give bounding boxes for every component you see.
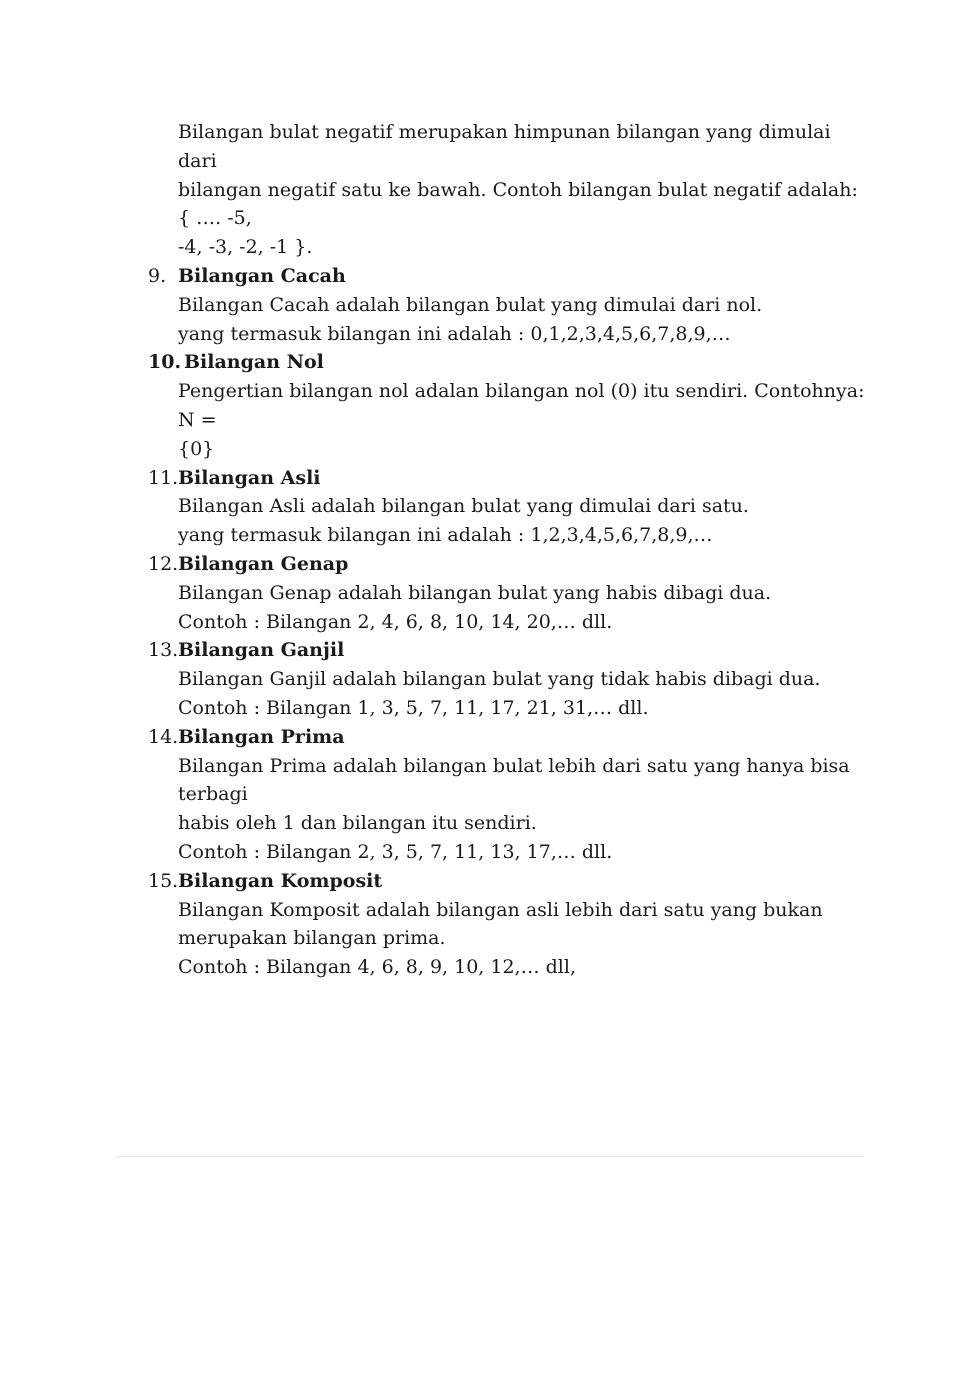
item-line: Bilangan Cacah adalah bilangan bulat yang dimulai dari nol.	[178, 293, 763, 316]
item-title: Bilangan Cacah	[178, 264, 346, 287]
item-line: Contoh : Bilangan 2, 4, 6, 8, 10, 14, 20,… dll.	[178, 610, 613, 633]
intro-line: bilangan negatif satu ke bawah. Contoh bilangan bulat negatif adalah: { …. -5,	[178, 178, 858, 230]
list-item-genap	[148, 550, 868, 636]
intro-line: -4, -3, -2, -1 }.	[178, 236, 313, 259]
list-item-cacah	[148, 262, 868, 348]
item-title: Bilangan Asli	[178, 466, 321, 489]
item-line: Pengertian bilangan nol adalan bilangan nol (0) itu sendiri. Contohnya: N =	[178, 380, 865, 431]
intro-paragraph	[178, 118, 868, 262]
list-item-nol	[148, 348, 868, 463]
item-line: Bilangan Ganjil adalah bilangan bulat yang tidak habis dibagi dua.	[178, 668, 821, 691]
item-line: Bilangan Prima adalah bilangan bulat lebih dari satu yang hanya bisa terbagi	[178, 754, 850, 806]
list-item-prima	[148, 723, 868, 867]
item-line: Contoh : Bilangan 4, 6, 8, 9, 10, 12,… dll,	[178, 956, 576, 979]
item-number: 13.	[148, 639, 179, 662]
list-item-komposit	[148, 867, 868, 982]
item-line: Bilangan Komposit adalah bilangan asli lebih dari satu yang bukan	[178, 898, 823, 921]
document-body	[148, 118, 868, 982]
item-number: 15.	[148, 869, 179, 892]
item-line: merupakan bilangan prima.	[178, 927, 446, 950]
item-number: 12.	[148, 552, 179, 575]
item-line: Contoh : Bilangan 1, 3, 5, 7, 11, 17, 21, 31,… dll.	[178, 696, 649, 719]
item-line: habis oleh 1 dan bilangan itu sendiri.	[178, 812, 537, 835]
item-title: Bilangan Ganjil	[178, 639, 345, 662]
item-line: {0}	[178, 437, 215, 460]
item-number: 14.	[148, 725, 179, 748]
item-line: yang termasuk bilangan ini adalah : 1,2,3,4,5,6,7,8,9,…	[178, 524, 713, 547]
intro-line: Bilangan bulat negatif merupakan himpunan bilangan yang dimulai dari	[178, 121, 831, 172]
item-line: Contoh : Bilangan 2, 3, 5, 7, 11, 13, 17,… dll.	[178, 840, 613, 863]
item-title: Bilangan Prima	[178, 725, 345, 748]
item-number: 10.	[148, 351, 182, 374]
item-number: 9.	[148, 264, 167, 287]
item-line: yang termasuk bilangan ini adalah : 0,1,2,3,4,5,6,7,8,9,…	[178, 322, 731, 345]
item-title: Bilangan Nol	[184, 351, 324, 374]
item-number: 11.	[148, 466, 179, 489]
item-line: Bilangan Asli adalah bilangan bulat yang dimulai dari satu.	[178, 495, 749, 518]
item-line: Bilangan Genap adalah bilangan bulat yang habis dibagi dua.	[178, 581, 772, 604]
list-item-asli	[148, 464, 868, 550]
footer-divider	[116, 1156, 864, 1157]
item-title: Bilangan Komposit	[178, 869, 383, 892]
list-item-ganjil	[148, 636, 868, 722]
item-title: Bilangan Genap	[178, 552, 349, 575]
